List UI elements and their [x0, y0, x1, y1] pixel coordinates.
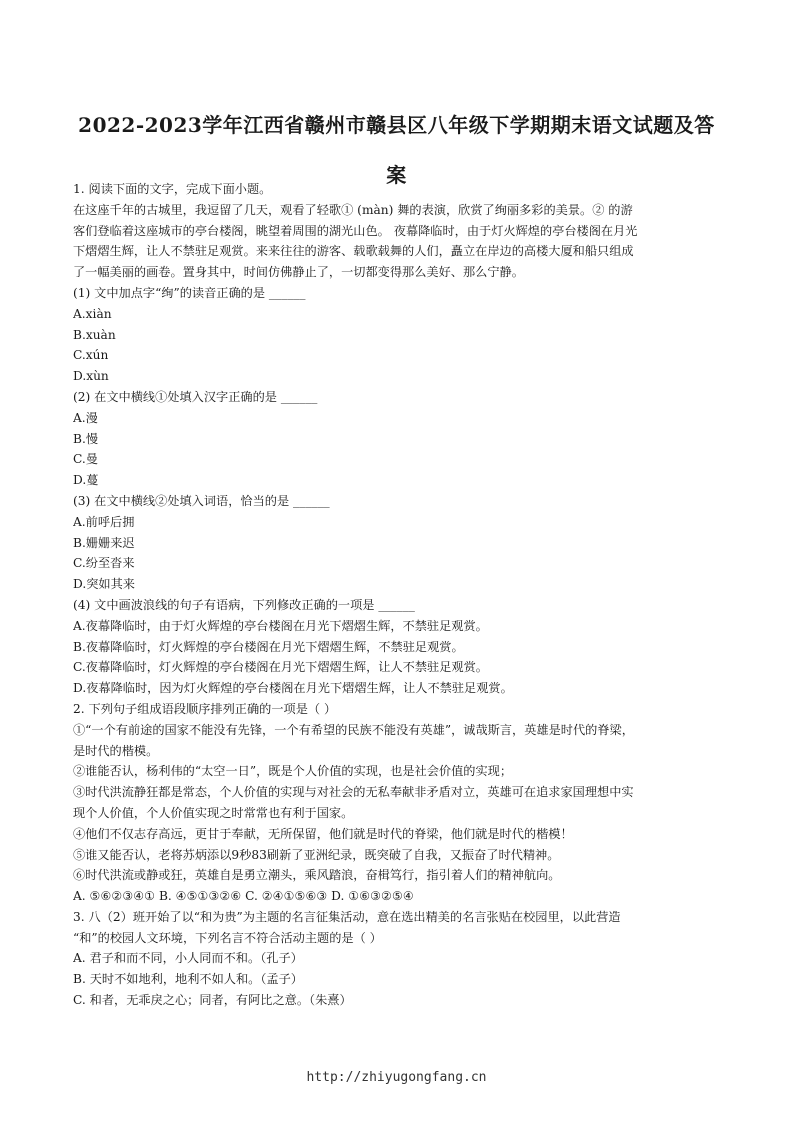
text-line: (3) 在文中横线②处填入词语，恰当的是 ______	[73, 493, 330, 508]
text-line: 1. 阅读下面的文字，完成下面小题。	[73, 182, 272, 196]
text-line: 是时代的楷模。	[73, 743, 159, 758]
text-line: 3. 八（2）班开始了以“和为贵”为主题的名言征集活动，意在选出精美的名言张贴在校园里，以此营造	[73, 909, 621, 924]
text-line: B.慢	[73, 431, 99, 446]
text-line: (2) 在文中横线①处填入汉字正确的是 ______	[73, 389, 318, 404]
text-line: D.夜幕降临时，因为灯火辉煌的亭台楼阁在月光下熠熠生辉，让人不禁驻足观赏。	[73, 681, 513, 696]
text-line: ④他们不仅志存高远，更甘于奉献，无所保留，他们就是时代的脊梁，他们就是时代的楷模！	[73, 826, 573, 841]
text-line: ②谁能否认，杨利伟的“太空一日”，既是个人价值的实现，也是社会价值的实现；	[73, 764, 513, 779]
text-line: A.前呼后拥	[73, 514, 135, 529]
text-line: ①“一个有前途的国家不能没有先锋，一个有希望的民族不能没有英雄”，诚哉斯言，英雄是时代的脊梁，	[73, 722, 634, 737]
text-line: 在这座千年的古城里，我逗留了几天，观看了轻歌① (màn) 舞的表演，欣赏了绚丽多彩的美景。② 的游	[73, 202, 633, 217]
text-line: A.夜幕降临时，由于灯火辉煌的亭台楼阁在月光下熠熠生辉，不禁驻足观赏。	[73, 618, 488, 633]
text-line: B.xuàn	[73, 327, 116, 342]
text-line: C.曼	[73, 452, 98, 467]
text-line: 下熠熠生辉，让人不禁驻足观赏。来来往往的游客、载歌载舞的人们，矗立在岸边的高楼大厦和船只组成	[73, 244, 634, 259]
text-line: A.漫	[73, 410, 98, 425]
text-line: ⑤谁又能否认，老将苏炳添以9秒83刷新了亚洲纪录，既突破了自我，又振奋了时代精神。	[73, 847, 560, 862]
text-line: D.突如其来	[73, 577, 135, 592]
text-line: A. ⑤⑥②③④① B. ④⑤①③②⑥ C. ②④①⑤⑥③ D. ①⑥③②⑤④	[73, 889, 414, 904]
text-line: B. 天时不如地利，地利不如人和。（孟子）	[73, 972, 303, 987]
text-line: C.xún	[73, 348, 109, 363]
text-line: C.纷至沓来	[73, 556, 135, 571]
text-line: 2. 下列句子组成语段顺序排列正确的一项是（ ）	[73, 701, 337, 716]
title-line-1: 2022-2023学年江西省赣州市赣县区八年级下学期期末语文试题及答	[78, 113, 715, 137]
text-line: ⑥时代洪流或静或狂，英雄自是勇立潮头，乘风踏浪，奋楫笃行，指引着人们的精神航向。	[73, 868, 561, 883]
text-line: C.夜幕降临时，灯火辉煌的亭台楼阁在月光下熠熠生辉，让人不禁驻足观赏。	[73, 660, 488, 675]
text-line: A. 君子和而不同，小人同而不和。（孔子）	[73, 951, 303, 966]
text-line: D.xùn	[73, 369, 109, 384]
title-line-2: 案	[386, 163, 407, 187]
text-line: 客们登临着这座城市的亭台楼阁，眺望着周围的湖光山色。 夜幕降临时，由于灯火辉煌的亭台楼阁在月光	[73, 223, 638, 238]
text-line: ③时代洪流静狂都是常态，个人价值的实现与对社会的无私奉献非矛盾对立，英雄可在追求家国理想中实	[73, 785, 634, 800]
text-line: 了一幅美丽的画卷。置身其中，时间仿佛静止了，一切都变得那么美好、那么宁静。	[73, 265, 524, 280]
text-line: (4) 文中画波浪线的句子有语病，下列修改正确的一项是 ______	[73, 597, 415, 612]
text-line: D.蔓	[73, 473, 99, 488]
text-line: (1) 文中加点字“绚”的读音正确的是 ______	[73, 285, 306, 300]
text-line: B.夜幕降临时，灯火辉煌的亭台楼阁在月光下熠熠生辉，不禁驻足观赏。	[73, 639, 464, 654]
text-line: 现个人价值，个人价值实现之时常常也有利于国家。	[73, 805, 354, 820]
text-line: B.姗姗来迟	[73, 535, 135, 550]
text-line: “和”的校园人文环境，下列名言不符合活动主题的是（ ）	[73, 930, 382, 945]
footer-url[interactable]: http://zhiyugongfang.cn	[306, 1070, 487, 1085]
document-body	[73, 179, 723, 1011]
text-line: C. 和者，无乖戾之心；同者，有阿比之意。（朱熹）	[73, 993, 352, 1008]
text-line: A.xiàn	[73, 306, 112, 321]
